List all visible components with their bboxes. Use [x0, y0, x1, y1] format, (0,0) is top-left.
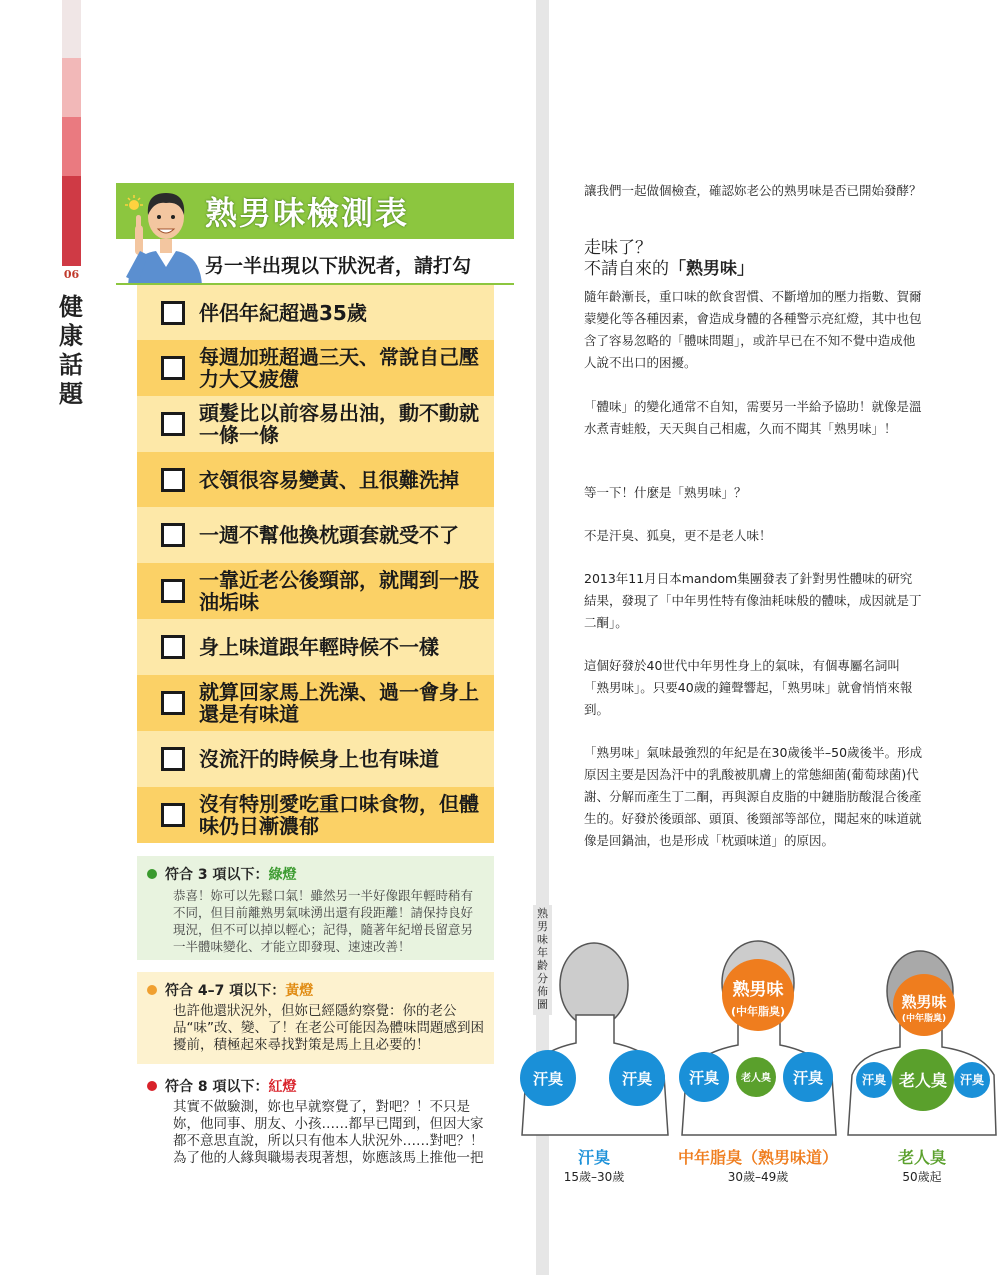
checkbox[interactable] [161, 635, 185, 659]
edge-tab-3 [62, 117, 81, 176]
bubble-label: 汗臭 [621, 1070, 653, 1088]
man-pointing-icon [118, 185, 204, 285]
checkbox[interactable] [161, 691, 185, 715]
checkbox[interactable] [161, 523, 185, 547]
edge-tab-2 [62, 58, 81, 117]
bubble-label: 老人臭 [741, 1073, 771, 1084]
bubble-label: 汗臭 [688, 1069, 720, 1087]
check-item: 沒流汗的時候身上也有味道 [137, 731, 494, 787]
caption-middle: 中年脂臭（熟男味道） 30歲–49歲 [677, 1148, 838, 1184]
bubble-sublabel: (中年脂臭) [730, 1005, 786, 1018]
check-item: 沒有特別愛吃重口味食物，但體味仍日漸濃郁 [137, 787, 494, 843]
article-para: 不是汗臭、狐臭，更不是老人味！ [584, 528, 772, 543]
check-item: 身上味道跟年輕時候不一樣 [137, 619, 494, 675]
bubble-sublabel: (中年脂臭) [901, 1014, 947, 1024]
green-dot-icon [147, 869, 157, 879]
result-red: 符合 8 項以下： 紅燈 其實不做驗測，妳也早就察覺了，對吧？！不只是妳，他同事、朋友、小孩……都早已聞到，但因大家都不意思直說，所以只有他本人狀況外……對吧？！為了他的人緣與職場表現著想，妳應該馬上推他一把 [137, 1068, 494, 1188]
checkbox[interactable] [161, 356, 185, 380]
article-para: 這個好發於40世代中年男性身上的氣味，有個專屬名詞叫「熟男味」。只要40歲的鐘聲響起，「熟男味」就會悄悄來報到。 [584, 658, 913, 717]
caption-young: 汗臭 15歲–30歲 [563, 1148, 625, 1184]
edge-tab-1 [62, 0, 81, 58]
bubble-label: 老人臭 [898, 1071, 948, 1090]
article-para: 「熟男味」氣味最強烈的年紀是在30歲後半–50歲後半。形成原因主要是因為汗中的乳酸被肌膚上的常態細菌(葡萄球菌)代謝、分解而產生丁二酮，再與源自皮脂的中鏈脂肪酸混合後產生的。好發於後頭部、頭頂、後頸部等部位，聞起來的味道就像是回鍋油，也是形成「枕頭味道」的原因。 [584, 745, 923, 848]
article-para: 「體味」的變化通常不自知，需要另一半給予協助！就像是溫水煮青蛙般，天天與自己相處，久而不聞其「熟男味」！ [584, 399, 922, 436]
bubble-label: 汗臭 [861, 1073, 887, 1087]
bubble-label: 熟男味 [901, 993, 947, 1011]
section-title: 健 康 話 題 [59, 292, 83, 408]
article-para: 隨年齡漸長，重口味的飲食習慣、不斷增加的壓力指數、賀爾蒙變化等各種因素，會造成身體的各種警示亮紅燈，其中也包含了容易忽略的「體味問題」，或許早已在不知不覺中造成他人說不出口的困擾。 [584, 289, 922, 370]
result-green: 符合 3 項以下： 綠燈 恭喜！妳可以先鬆口氣！雖然另一半好像跟年輕時稍有不同，但目前離熟男氣味湧出還有段距離！請保持良好現況，但不可以掉以輕心；記得，隨著年紀增長留意另一半體味變化、才能立即發現、速速改善！ [137, 856, 494, 960]
check-item: 衣領很容易變黃、且很難洗掉 [137, 452, 494, 507]
article-para: 等一下！什麼是「熟男味」？ [584, 485, 747, 500]
article-heading: 走味了？ 不請自來的「熟男味」 [584, 238, 754, 279]
article-intro: 讓我們一起做個檢查，確認妳老公的熟男味是否已開始發酵？ [584, 183, 922, 198]
check-item: 一靠近老公後頸部，就聞到一股油垢味 [137, 563, 494, 619]
checkbox[interactable] [161, 301, 185, 325]
checkbox[interactable] [161, 412, 185, 436]
yellow-dot-icon [147, 985, 157, 995]
checklist-subtitle: 另一半出現以下狀況者，請打勾 [205, 255, 472, 277]
checkbox[interactable] [161, 468, 185, 492]
bubble-label: 熟男味 [732, 980, 784, 1000]
figure-title: 熟男味年齡分佈圖 [533, 905, 552, 1015]
checkbox[interactable] [161, 579, 185, 603]
bubble-label: 汗臭 [792, 1069, 824, 1087]
checkbox[interactable] [161, 803, 185, 827]
red-dot-icon [147, 1081, 157, 1091]
check-item: 伴侶年紀超過35歲 [137, 285, 494, 340]
article-para: 2013年11月日本mandom集團發表了針對男性體味的研究結果，發現了「中年男性特有像油耗味般的體味，成因就是丁二酮」。 [584, 571, 922, 630]
section-number: 06 [63, 268, 80, 281]
bubble-label: 汗臭 [532, 1070, 564, 1088]
check-item: 每週加班超過三天、常說自己壓力大又疲憊 [137, 340, 494, 396]
edge-tab-4 [62, 176, 81, 266]
result-yellow: 符合 4–7 項以下： 黃燈 也許他還狀況外，但妳已經隱約察覺：你的老公品“味”改、變、了！在老公可能因為體味問題感到困擾前，積極起來尋找對策是馬上且必要的！ [137, 972, 494, 1064]
checklist-title: 熟男味檢測表 [205, 194, 410, 232]
check-item: 頭髮比以前容易出油，動不動就一條一條 [137, 396, 494, 452]
checkbox[interactable] [161, 747, 185, 771]
bubble-label: 汗臭 [959, 1073, 985, 1087]
check-item: 就算回家馬上洗澡、過一會身上還是有味道 [137, 675, 494, 731]
check-item: 一週不幫他換枕頭套就受不了 [137, 507, 494, 563]
body-young [522, 943, 668, 1135]
age-distribution-figure [518, 935, 998, 1145]
caption-elder: 老人臭 50歲起 [897, 1148, 946, 1184]
